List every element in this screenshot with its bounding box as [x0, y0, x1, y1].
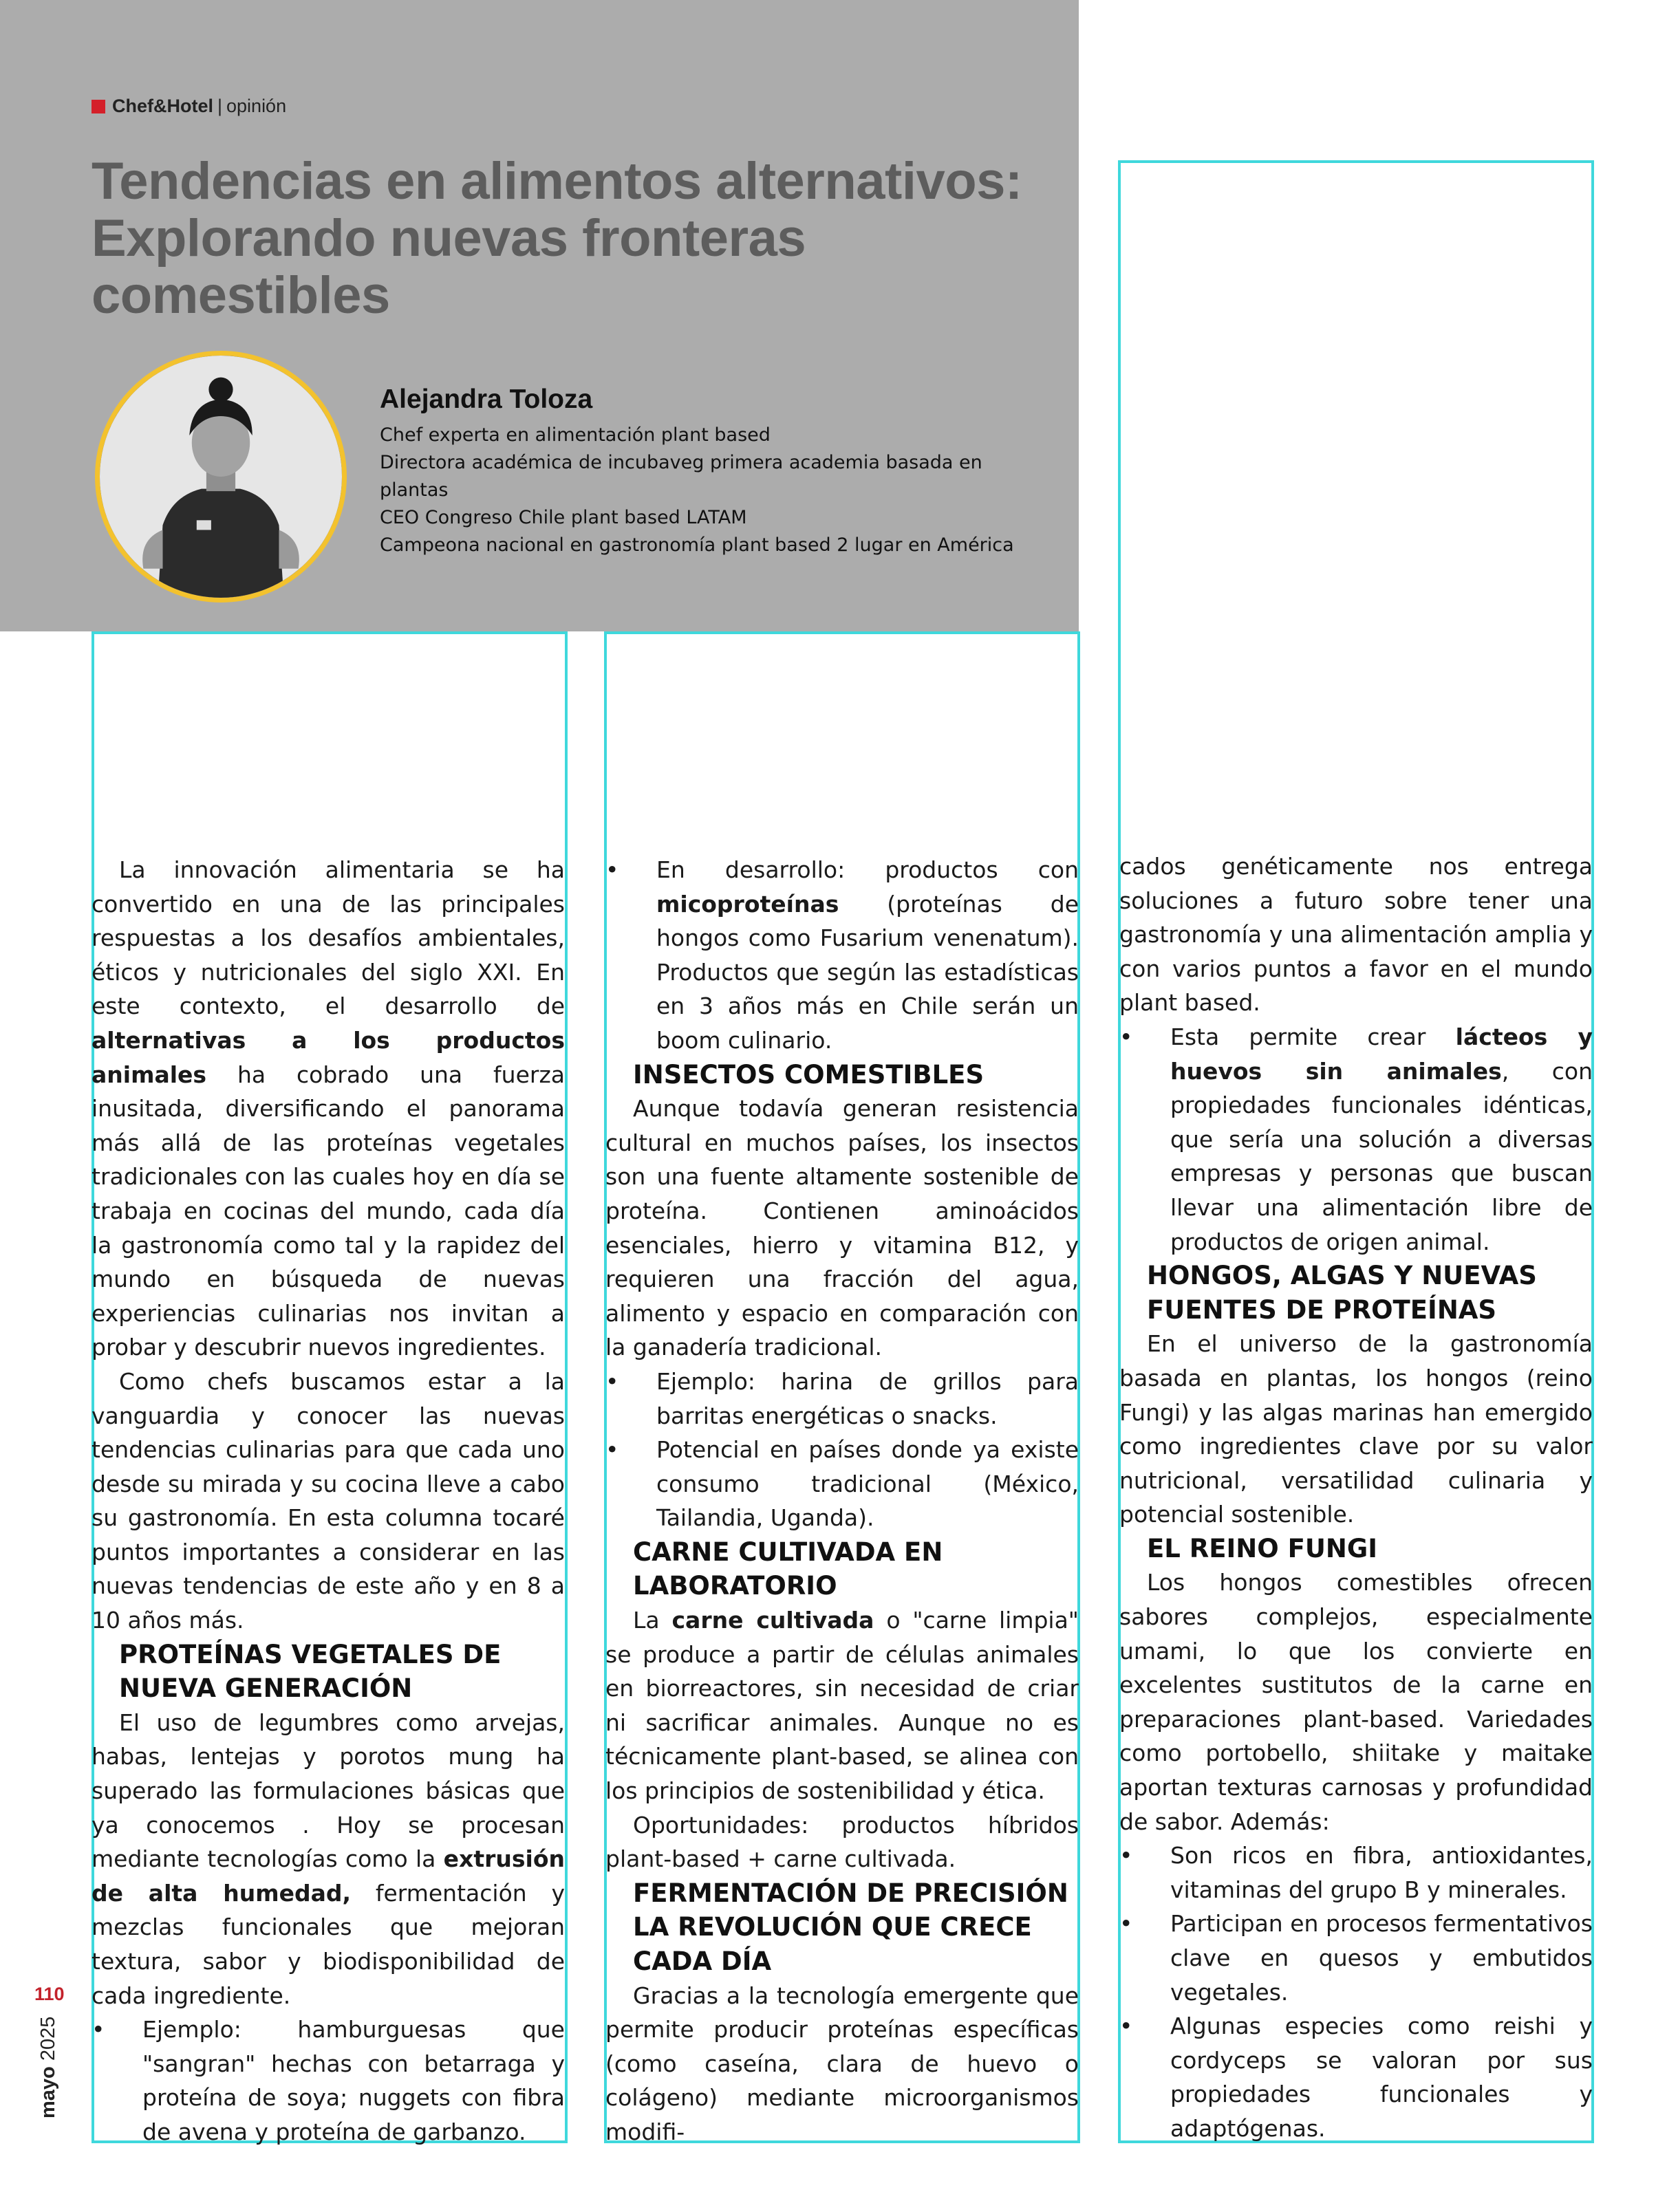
text-column-2 [605, 853, 1079, 2149]
author-block [380, 384, 1054, 559]
author-name: Alejandra Toloza [380, 384, 593, 414]
issue-date [37, 2015, 60, 2118]
bullet-list [605, 853, 1079, 1058]
list-item: • Algunas especies como reishi y cordyceps se valoran por sus propiedades funcionales y adaptógenas. [1119, 2009, 1593, 2145]
list-item: • Ejemplo: hamburguesas que "sangran" hechas con betarraga y proteína de soya; nuggets con fibra de avena y proteína de garbanzo. [92, 2013, 565, 2149]
issue-year: 2025 [37, 2016, 59, 2061]
paragraph: Aunque todavía generan resistencia cultural en muchos países, los insectos son una fuente altamente sostenible de proteína. Contienen aminoácidos esenciales, hierro y vitamina B12, y requieren una fracción del agua, alimento y espacio en comparación con la ganadería tradicional. [605, 1095, 1079, 1361]
section-separator: | [217, 96, 223, 116]
section-marker-square [92, 100, 105, 113]
emphasis: extrusión de alta humedad, [92, 1845, 565, 1907]
page-number: 110 [34, 1984, 65, 2004]
list-item: • Ejemplo: harina de grillos para barritas energéticas o snacks. [605, 1365, 1079, 1433]
article-title: Tendencias en alimentos alternativos: Explorando nuevas fronteras comestibles [92, 152, 1022, 325]
section-heading: HONGOS, ALGAS Y NUEVAS FUENTES DE PROTEÍNAS [1147, 1261, 1537, 1325]
paragraph: Como chefs buscamos estar a la vanguardia y conocer las nuevas tendencias culinarias para que cada uno desde su mirada y su cocina lleve a cabo su gastronomía. En esta columna tocaré puntos importantes a considerar en las nuevas tendencias de este año y en 8 a 10 años más. [92, 1367, 565, 1634]
section-heading: PROTEÍNAS VEGETALES DE NUEVA GENERACIÓN [119, 1639, 502, 1704]
paragraph: La carne cultivada o "carne limpia" se produce a partir de células animales en biorreactores, sin necesidad de criar ni sacrificar animales. Aunque no es técnicamente plant-based, se alinea con los principios de sostenibilidad y ética. [605, 1607, 1079, 1805]
section-name: opinión [226, 96, 287, 116]
paragraph: Los hongos comestibles ofrecen sabores complejos, especialmente umami, lo que los convierte en excelentes sustitutos de la carne en preparaciones plant-based. Variedades como portobello, shiitake y maitake aportan texturas carnosas y profundidad de sabor. Además: [1119, 1569, 1593, 1835]
list-item: • Son ricos en fibra, antioxidantes, vitaminas del grupo B y minerales. [1119, 1839, 1593, 1907]
text-column-1 [92, 853, 565, 2149]
emphasis: carne cultivada [671, 1607, 874, 1634]
author-credential: Campeona nacional en gastronomía plant based 2 lugar en América [380, 534, 1014, 556]
paragraph: Gracias a la tecnología emergente que permite producir proteínas específicas (como caseína, clara de huevo o colágeno) mediante microorganismos modifi- [605, 1982, 1079, 2145]
author-credential: Directora académica de incubaveg primera academia basada en plantas [380, 452, 982, 501]
list-item: • Potencial en países donde ya existe consumo tradicional (México, Tailandia, Uganda). [605, 1433, 1079, 1535]
emphasis: lácteos y huevos sin animales [1170, 1023, 1593, 1085]
paragraph: Oportunidades: productos híbridos plant-based + carne cultivada. [605, 1811, 1079, 1873]
magazine-brand: Chef&Hotel [112, 96, 213, 116]
emphasis: alternativas a los productos animales [92, 1026, 565, 1088]
paragraph: El uso de legumbres como arvejas, habas, lentejas y porotos mung ha superado las formulaciones básicas que ya conocemos . Hoy se procesan mediante tecnologías como la extrusión de alta humedad, fermentación y mezclas funcionales que mejoran textura, sabor y biodisponibilidad de cada ingrediente. [92, 1709, 565, 2009]
paragraph: cados genéticamente nos entrega soluciones a futuro sobre tener una gastronomía y una alimentación amplia y con varios puntos a favor en el mundo plant based. [1119, 853, 1593, 1017]
bullet-list [605, 1365, 1079, 1535]
text-column-3 [1119, 849, 1593, 2146]
section-heading: FERMENTACIÓN DE PRECISIÓN LA REVOLUCIÓN QUE CRECE CADA DÍA [633, 1878, 1068, 1976]
section-tag [92, 96, 286, 117]
section-heading: CARNE CULTIVADA EN LABORATORIO [633, 1537, 943, 1601]
bullet-list [1119, 1020, 1593, 1259]
paragraph: La innovación alimentaria se ha convertido en una de las principales respuestas a los desafíos ambientales, éticos y nutricionales del siglo XXI. En este contexto, el desarrollo de alternativas a los productos animales ha cobrado una fuerza inusitada, diversificando el panorama más allá de las proteínas vegetales tradicionales con las cuales hoy en día se trabaja en cocinas del mundo, cada día la gastronomía como tal y la rapidez del mundo en búsqueda de nuevas experiencias culinarias nos invitan a probar y descubrir nuevos ingredientes. [92, 856, 565, 1361]
author-credential: Chef experta en alimentación plant based [380, 424, 771, 446]
list-item: • En desarrollo: productos con micoproteínas (proteínas de hongos como Fusarium venenatum). Productos que según las estadísticas en 3 años más en Chile serán un boom culinario. [605, 853, 1079, 1058]
list-item: • Participan en procesos fermentativos clave en quesos y embutidos vegetales. [1119, 1907, 1593, 2009]
section-heading: EL REINO FUNGI [1147, 1533, 1377, 1563]
list-item: • Esta permite crear lácteos y huevos sin animales, con propiedades funcionales idénticas, que sería una solución a diversas empresas y personas que buscan llevar una alimentación libre de productos de origen animal. [1119, 1020, 1593, 1259]
emphasis: micoproteínas [656, 890, 839, 918]
issue-month: mayo [37, 2066, 59, 2118]
bullet-list [1119, 1839, 1593, 2145]
author-credential: CEO Congreso Chile plant based LATAM [380, 507, 747, 528]
bullet-list [92, 2013, 565, 2149]
author-photo [95, 351, 347, 603]
section-heading: INSECTOS COMESTIBLES [633, 1059, 985, 1089]
paragraph: En el universo de la gastronomía basada en plantas, los hongos (reino Fungi) y las algas marinas han emergido como ingredientes clave por su valor nutricional, versatilidad culinaria y potencial sostenible. [1119, 1330, 1593, 1528]
